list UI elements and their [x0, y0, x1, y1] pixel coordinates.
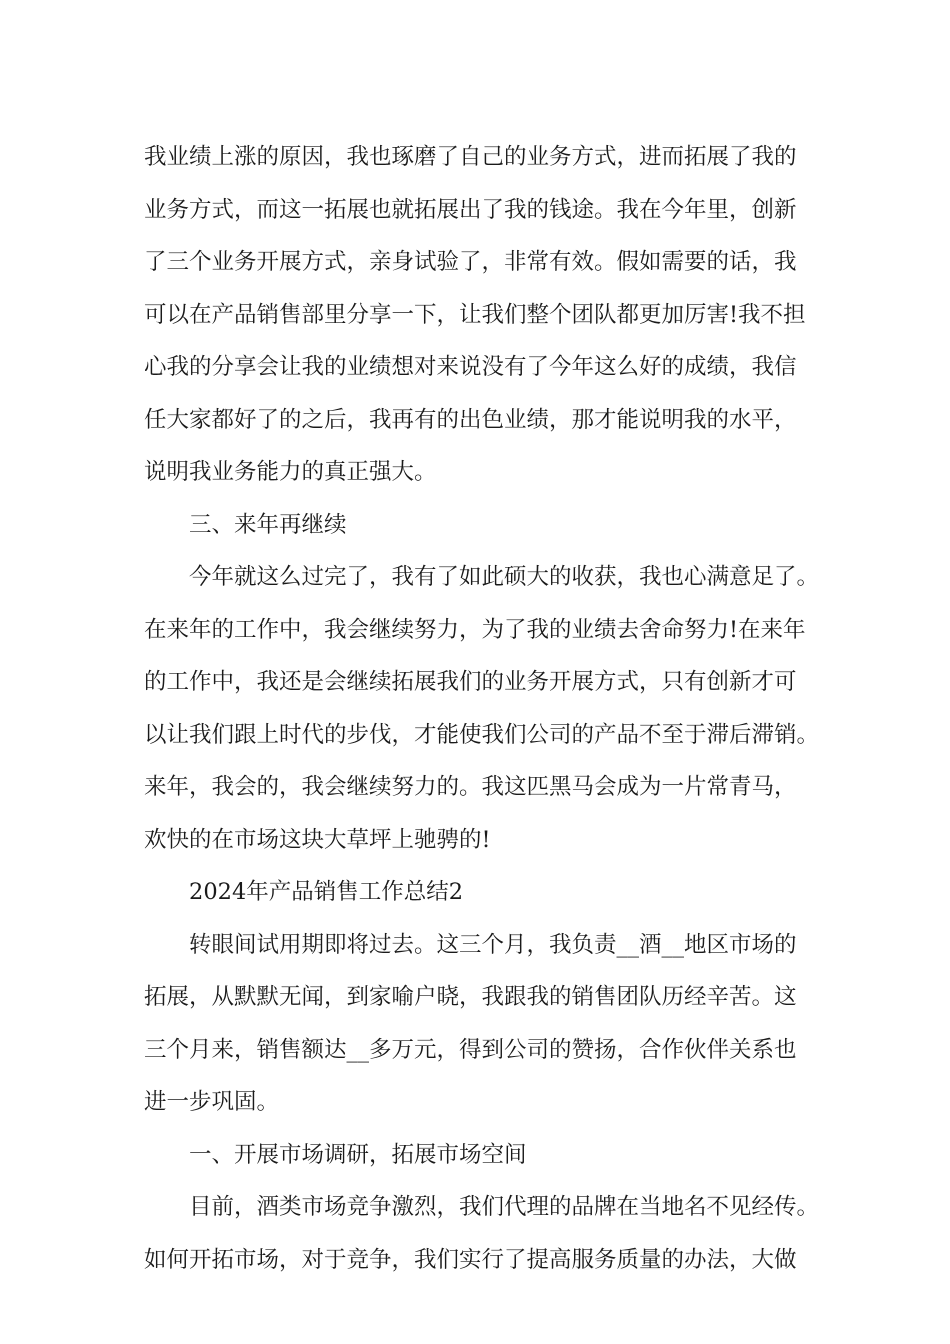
paragraph-line: 如何开拓市场，对于竞争，我们实行了提高服务质量的办法，大做	[144, 1246, 797, 1273]
document-body	[144, 131, 824, 1286]
paragraph-line: 的工作中，我还是会继续拓展我们的业务开展方式，只有创新才可	[144, 669, 797, 695]
paragraph-line: 今年就这么过完了，我有了如此硕大的收获，我也心满意足了。	[189, 564, 820, 590]
paragraph-line: 三个月来，销售额达__多万元，得到公司的赞扬，合作伙伴关系也	[144, 1036, 797, 1063]
paragraph-line: 在来年的工作中，我会继续努力，为了我的业绩去舍命努力!在来年	[144, 616, 806, 643]
paragraph-line: 说明我业务能力的真正强大。	[144, 459, 437, 485]
document-title: 2024年产品销售工作总结2	[189, 879, 464, 905]
section-heading: 三、来年再继续	[189, 511, 347, 538]
paragraph-line: 任大家都好了的之后，我再有的出色业绩，那才能说明我的水平，	[144, 406, 797, 433]
paragraph-line: 来年，我会的，我会继续努力的。我这匹黑马会成为一片常青马，	[144, 774, 797, 800]
section-heading: 一、开展市场调研，拓展市场空间	[189, 1141, 527, 1168]
paragraph-line: 了三个业务开展方式，亲身试验了，非常有效。假如需要的话，我	[144, 249, 797, 275]
paragraph-line: 业务方式，而这一拓展也就拓展出了我的钱途。我在今年里，创新	[144, 196, 797, 223]
paragraph-line: 目前，酒类市场竞争激烈，我们代理的品牌在当地名不见经传。	[189, 1194, 820, 1220]
paragraph-line: 可以在产品销售部里分享一下，让我们整个团队都更加厉害!我不担	[144, 301, 806, 328]
paragraph-line: 欢快的在市场这块大草坪上驰骋的!	[144, 826, 491, 853]
paragraph-line: 心我的分享会让我的业绩想对来说没有了今年这么好的成绩，我信	[144, 354, 797, 380]
paragraph-line: 拓展，从默默无闻，到家喻户晓，我跟我的销售团队历经辛苦。这	[144, 984, 797, 1010]
paragraph-line: 我业绩上涨的原因，我也琢磨了自己的业务方式，进而拓展了我的	[144, 144, 797, 170]
paragraph-line: 以让我们跟上时代的步伐，才能使我们公司的产品不至于滞后滞销。	[144, 721, 820, 748]
paragraph-line: 转眼间试用期即将过去。这三个月，我负责__酒__地区市场的	[189, 931, 797, 958]
paragraph-line: 进一步巩固。	[144, 1089, 280, 1115]
